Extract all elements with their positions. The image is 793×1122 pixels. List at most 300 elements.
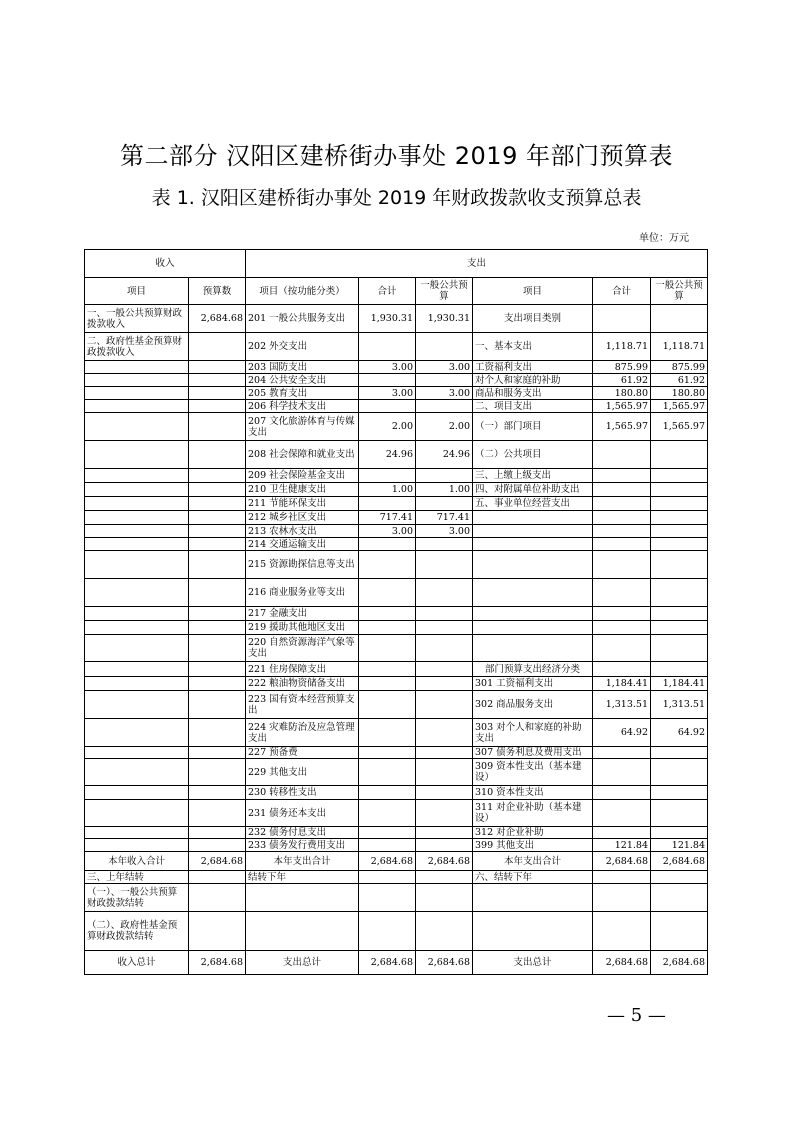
amount-cell: 61.92 <box>651 374 708 387</box>
item-cell <box>85 441 189 469</box>
table-row <box>85 747 708 759</box>
amount-cell <box>593 579 651 607</box>
item-cell: 210 卫生健康支出 <box>246 483 359 497</box>
amount-cell <box>359 607 416 621</box>
item-cell: （二）公共项目 <box>473 441 593 469</box>
item-cell: 310 资本性支出 <box>473 786 593 800</box>
amount-cell: 1,930.31 <box>359 305 416 333</box>
item-cell: 220 自然资源海洋气象等支出 <box>246 635 359 662</box>
amount-cell: 2,684.68 <box>359 852 416 871</box>
table-row <box>85 912 708 951</box>
amount-cell <box>593 800 651 827</box>
amount-cell <box>189 387 246 400</box>
amount-cell <box>416 579 473 607</box>
table-row <box>85 852 708 871</box>
amount-cell <box>416 400 473 413</box>
amount-cell <box>189 400 246 413</box>
item-cell: 201 一般公共服务支出 <box>246 305 359 333</box>
amount-cell <box>359 691 416 719</box>
amount-cell: 24.96 <box>359 441 416 469</box>
amount-cell: 875.99 <box>593 361 651 374</box>
amount-cell <box>651 511 708 525</box>
amount-cell <box>359 621 416 635</box>
amount-cell <box>189 361 246 374</box>
amount-cell <box>593 607 651 621</box>
item-cell: 六、结转下年 <box>473 871 593 884</box>
item-cell <box>473 538 593 551</box>
table-row <box>85 441 708 469</box>
amount-cell: 2,684.68 <box>189 852 246 871</box>
table-row <box>85 839 708 852</box>
item-cell: 229 其他支出 <box>246 759 359 786</box>
amount-cell <box>416 662 473 677</box>
item-cell <box>85 800 189 827</box>
amount-cell <box>359 786 416 800</box>
amount-cell <box>593 747 651 759</box>
amount-cell: 61.92 <box>593 374 651 387</box>
column-header: 预算数 <box>189 278 246 305</box>
amount-cell: 1,184.41 <box>593 677 651 691</box>
column-header: 项目 <box>473 278 593 305</box>
table-row <box>85 621 708 635</box>
item-cell: 212 城乡社区支出 <box>246 511 359 525</box>
amount-cell <box>189 579 246 607</box>
item-cell: 231 债务还本支出 <box>246 800 359 827</box>
amount-cell: 875.99 <box>651 361 708 374</box>
amount-cell <box>359 884 416 912</box>
amount-cell <box>416 884 473 912</box>
item-cell <box>85 759 189 786</box>
amount-cell: 717.41 <box>416 511 473 525</box>
item-cell: 211 节能环保支出 <box>246 497 359 511</box>
table-row <box>85 662 708 677</box>
amount-cell <box>593 884 651 912</box>
income-group-header: 收入 <box>85 250 246 278</box>
item-cell: 四、对附属单位补助支出 <box>473 483 593 497</box>
item-cell: 202 外交支出 <box>246 333 359 361</box>
amount-cell <box>189 786 246 800</box>
amount-cell <box>189 413 246 441</box>
table-row <box>85 827 708 839</box>
item-cell: 307 债务利息及费用支出 <box>473 747 593 759</box>
amount-cell: 1,565.97 <box>593 413 651 441</box>
amount-cell <box>416 719 473 747</box>
table-row <box>85 871 708 884</box>
item-cell: 311 对企业补助（基本建设） <box>473 800 593 827</box>
amount-cell: 2,684.68 <box>416 951 473 975</box>
item-cell: （一）部门项目 <box>473 413 593 441</box>
amount-cell: 2,684.68 <box>189 305 246 333</box>
amount-cell <box>416 607 473 621</box>
item-cell: 五、事业单位经营支出 <box>473 497 593 511</box>
amount-cell <box>416 839 473 852</box>
amount-cell <box>651 884 708 912</box>
amount-cell <box>189 884 246 912</box>
amount-cell <box>593 759 651 786</box>
item-cell: 302 商品服务支出 <box>473 691 593 719</box>
item-cell: 224 灾难防治及应急管理支出 <box>246 719 359 747</box>
amount-cell <box>416 621 473 635</box>
amount-cell: 1,930.31 <box>416 305 473 333</box>
amount-cell <box>189 747 246 759</box>
table-row <box>85 551 708 579</box>
amount-cell: 2,684.68 <box>651 951 708 975</box>
amount-cell <box>593 827 651 839</box>
amount-cell <box>593 469 651 483</box>
amount-cell <box>651 635 708 662</box>
amount-cell <box>651 800 708 827</box>
amount-cell <box>359 635 416 662</box>
amount-cell <box>651 538 708 551</box>
column-header-row <box>85 278 708 305</box>
column-header: 项目（按功能分类） <box>246 278 359 305</box>
item-cell <box>85 551 189 579</box>
item-cell <box>473 525 593 538</box>
amount-cell <box>189 469 246 483</box>
amount-cell: 1,565.97 <box>651 400 708 413</box>
table-row <box>85 525 708 538</box>
table-row <box>85 607 708 621</box>
amount-cell <box>189 607 246 621</box>
amount-cell <box>593 786 651 800</box>
amount-cell <box>189 871 246 884</box>
amount-cell <box>416 469 473 483</box>
budget-table <box>84 249 708 975</box>
amount-cell: 2.00 <box>359 413 416 441</box>
amount-cell <box>651 871 708 884</box>
amount-cell <box>359 719 416 747</box>
item-cell: 221 住房保障支出 <box>246 662 359 677</box>
item-cell: 219 援助其他地区支出 <box>246 621 359 635</box>
amount-cell: 1,184.41 <box>651 677 708 691</box>
page-number: — 5 — <box>607 1005 666 1026</box>
item-cell: 本年支出合计 <box>246 852 359 871</box>
table-row <box>85 719 708 747</box>
amount-cell <box>359 497 416 511</box>
amount-cell: 1.00 <box>359 483 416 497</box>
table-row <box>85 387 708 400</box>
item-cell: 二、项目支出 <box>473 400 593 413</box>
amount-cell <box>651 747 708 759</box>
item-cell: 部门预算支出经济分类 <box>473 662 593 677</box>
item-cell: 233 债务发行费用支出 <box>246 839 359 852</box>
amount-cell <box>359 538 416 551</box>
amount-cell <box>593 912 651 951</box>
amount-cell <box>416 759 473 786</box>
table-row <box>85 884 708 912</box>
item-cell: 217 金融支出 <box>246 607 359 621</box>
table-row <box>85 333 708 361</box>
amount-cell <box>189 511 246 525</box>
item-cell: 309 资本性支出（基本建设） <box>473 759 593 786</box>
amount-cell <box>189 691 246 719</box>
item-cell <box>85 747 189 759</box>
table-row <box>85 800 708 827</box>
amount-cell <box>651 483 708 497</box>
item-cell: 312 对企业补助 <box>473 827 593 839</box>
amount-cell <box>359 677 416 691</box>
item-cell: 209 社会保险基金支出 <box>246 469 359 483</box>
item-cell <box>473 621 593 635</box>
amount-cell: 180.80 <box>593 387 651 400</box>
amount-cell: 2,684.68 <box>593 852 651 871</box>
item-cell: 一、基本支出 <box>473 333 593 361</box>
amount-cell <box>416 635 473 662</box>
item-cell <box>85 538 189 551</box>
item-cell: 216 商业服务业等支出 <box>246 579 359 607</box>
amount-cell <box>593 441 651 469</box>
amount-cell <box>189 538 246 551</box>
item-cell: 一、一般公共预算财政拨款收入 <box>85 305 189 333</box>
item-cell: 对个人和家庭的补助 <box>473 374 593 387</box>
item-cell <box>85 677 189 691</box>
amount-cell <box>189 333 246 361</box>
item-cell: 227 预备费 <box>246 747 359 759</box>
table-row <box>85 400 708 413</box>
amount-cell <box>593 497 651 511</box>
amount-cell <box>651 827 708 839</box>
amount-cell <box>416 747 473 759</box>
amount-cell <box>359 579 416 607</box>
amount-cell <box>189 827 246 839</box>
amount-cell: 1,313.51 <box>593 691 651 719</box>
item-cell <box>85 413 189 441</box>
table-row <box>85 951 708 975</box>
amount-cell: 2,684.68 <box>651 852 708 871</box>
item-cell <box>246 912 359 951</box>
item-cell: 二、政府性基金预算财政拨款收入 <box>85 333 189 361</box>
item-cell <box>473 511 593 525</box>
amount-cell <box>593 551 651 579</box>
item-cell: 本年支出合计 <box>473 852 593 871</box>
item-cell <box>85 511 189 525</box>
item-cell: 三、上年结转 <box>85 871 189 884</box>
amount-cell <box>416 551 473 579</box>
amount-cell <box>651 525 708 538</box>
item-cell <box>85 621 189 635</box>
amount-cell <box>189 662 246 677</box>
item-cell <box>473 884 593 912</box>
amount-cell <box>416 374 473 387</box>
amount-cell <box>359 759 416 786</box>
table-row <box>85 469 708 483</box>
item-cell <box>85 662 189 677</box>
item-cell: 三、上缴上级支出 <box>473 469 593 483</box>
amount-cell <box>189 621 246 635</box>
item-cell: 214 交通运输支出 <box>246 538 359 551</box>
amount-cell: 3.00 <box>359 387 416 400</box>
amount-cell: 2.00 <box>416 413 473 441</box>
item-cell: 支出项目类别 <box>473 305 593 333</box>
amount-cell <box>189 497 246 511</box>
amount-cell <box>359 747 416 759</box>
item-cell <box>85 786 189 800</box>
item-cell: 215 资源勘探信息等支出 <box>246 551 359 579</box>
amount-cell <box>416 786 473 800</box>
item-cell: 收入总计 <box>85 951 189 975</box>
amount-cell <box>651 662 708 677</box>
amount-cell: 121.84 <box>651 839 708 852</box>
item-cell <box>473 551 593 579</box>
amount-cell <box>651 607 708 621</box>
amount-cell: 2,684.68 <box>359 951 416 975</box>
amount-cell <box>651 551 708 579</box>
amount-cell <box>189 483 246 497</box>
table-row <box>85 677 708 691</box>
item-cell: 203 国防支出 <box>246 361 359 374</box>
amount-cell <box>593 305 651 333</box>
item-cell <box>85 719 189 747</box>
amount-cell <box>189 759 246 786</box>
amount-cell <box>416 912 473 951</box>
amount-cell <box>189 800 246 827</box>
item-cell: 223 国有资本经营预算支出 <box>246 691 359 719</box>
item-cell: 支出总计 <box>246 951 359 975</box>
item-cell: 207 文化旅游体育与传媒支出 <box>246 413 359 441</box>
item-cell <box>473 635 593 662</box>
amount-cell: 3.00 <box>416 387 473 400</box>
item-cell <box>85 469 189 483</box>
amount-cell: 1,565.97 <box>593 400 651 413</box>
amount-cell <box>593 621 651 635</box>
amount-cell <box>593 871 651 884</box>
table-row <box>85 483 708 497</box>
amount-cell: 1,565.97 <box>651 413 708 441</box>
item-cell: （一）、一般公共预算财政拨款结转 <box>85 884 189 912</box>
amount-cell <box>359 871 416 884</box>
amount-cell <box>651 469 708 483</box>
column-header: 一般公共预算 <box>416 278 473 305</box>
amount-cell: 1,313.51 <box>651 691 708 719</box>
item-cell: 205 教育支出 <box>246 387 359 400</box>
item-cell: 工资福利支出 <box>473 361 593 374</box>
page-title: 第二部分 汉阳区建桥街办事处 2019 年部门预算表 <box>120 142 673 170</box>
amount-cell <box>189 374 246 387</box>
amount-cell <box>651 759 708 786</box>
item-cell: 本年收入合计 <box>85 852 189 871</box>
item-cell <box>473 579 593 607</box>
amount-cell: 1.00 <box>416 483 473 497</box>
table-row <box>85 579 708 607</box>
item-cell: （二）、政府性基金预算财政拨款结转 <box>85 912 189 951</box>
table-row <box>85 413 708 441</box>
amount-cell <box>189 839 246 852</box>
item-cell <box>85 525 189 538</box>
amount-cell: 64.92 <box>593 719 651 747</box>
amount-cell <box>189 912 246 951</box>
amount-cell <box>359 662 416 677</box>
column-header: 项目 <box>85 278 189 305</box>
amount-cell <box>359 400 416 413</box>
amount-cell <box>189 551 246 579</box>
expense-group-header: 支出 <box>246 250 708 278</box>
amount-cell <box>651 497 708 511</box>
table-row <box>85 361 708 374</box>
amount-cell: 1,118.71 <box>651 333 708 361</box>
item-cell <box>246 884 359 912</box>
item-cell: 213 农林水支出 <box>246 525 359 538</box>
amount-cell <box>416 800 473 827</box>
column-header: 合计 <box>593 278 651 305</box>
item-cell <box>85 483 189 497</box>
item-cell <box>85 400 189 413</box>
amount-cell <box>593 538 651 551</box>
amount-cell: 2,684.68 <box>593 951 651 975</box>
amount-cell <box>189 441 246 469</box>
amount-cell <box>359 469 416 483</box>
amount-cell <box>593 635 651 662</box>
amount-cell <box>651 441 708 469</box>
item-cell <box>85 839 189 852</box>
item-cell <box>85 827 189 839</box>
amount-cell <box>416 333 473 361</box>
table-row <box>85 374 708 387</box>
amount-cell <box>416 871 473 884</box>
amount-cell <box>593 662 651 677</box>
unit-label: 单位：万元 <box>639 233 689 244</box>
amount-cell <box>593 525 651 538</box>
item-cell: 301 工资福利支出 <box>473 677 593 691</box>
item-cell: 204 公共安全支出 <box>246 374 359 387</box>
item-cell <box>85 579 189 607</box>
table-row <box>85 691 708 719</box>
amount-cell <box>359 333 416 361</box>
amount-cell <box>416 677 473 691</box>
item-cell <box>473 912 593 951</box>
amount-cell <box>189 525 246 538</box>
amount-cell: 3.00 <box>416 361 473 374</box>
amount-cell <box>359 912 416 951</box>
item-cell <box>85 497 189 511</box>
amount-cell <box>359 551 416 579</box>
amount-cell <box>189 635 246 662</box>
item-cell: 232 债务付息支出 <box>246 827 359 839</box>
item-cell: 结转下年 <box>246 871 359 884</box>
amount-cell: 3.00 <box>416 525 473 538</box>
amount-cell: 1,118.71 <box>593 333 651 361</box>
amount-cell: 2,684.68 <box>189 951 246 975</box>
amount-cell <box>651 786 708 800</box>
table-row <box>85 759 708 786</box>
table-row <box>85 511 708 525</box>
amount-cell <box>189 719 246 747</box>
amount-cell <box>651 912 708 951</box>
amount-cell <box>651 579 708 607</box>
amount-cell <box>416 497 473 511</box>
amount-cell: 3.00 <box>359 361 416 374</box>
amount-cell <box>189 677 246 691</box>
item-cell: 商品和服务支出 <box>473 387 593 400</box>
item-cell <box>85 387 189 400</box>
amount-cell <box>651 305 708 333</box>
item-cell: 206 科学技术支出 <box>246 400 359 413</box>
amount-cell <box>359 800 416 827</box>
amount-cell <box>416 691 473 719</box>
amount-cell <box>593 483 651 497</box>
amount-cell: 24.96 <box>416 441 473 469</box>
amount-cell: 717.41 <box>359 511 416 525</box>
amount-cell <box>359 827 416 839</box>
amount-cell <box>593 511 651 525</box>
item-cell: 208 社会保障和就业支出 <box>246 441 359 469</box>
amount-cell <box>416 538 473 551</box>
amount-cell <box>359 839 416 852</box>
item-cell: 230 转移性支出 <box>246 786 359 800</box>
table-row <box>85 786 708 800</box>
table-title: 表 1. 汉阳区建桥街办事处 2019 年财政拨款收支预算总表 <box>151 187 642 209</box>
amount-cell: 121.84 <box>593 839 651 852</box>
item-cell: 支出总计 <box>473 951 593 975</box>
